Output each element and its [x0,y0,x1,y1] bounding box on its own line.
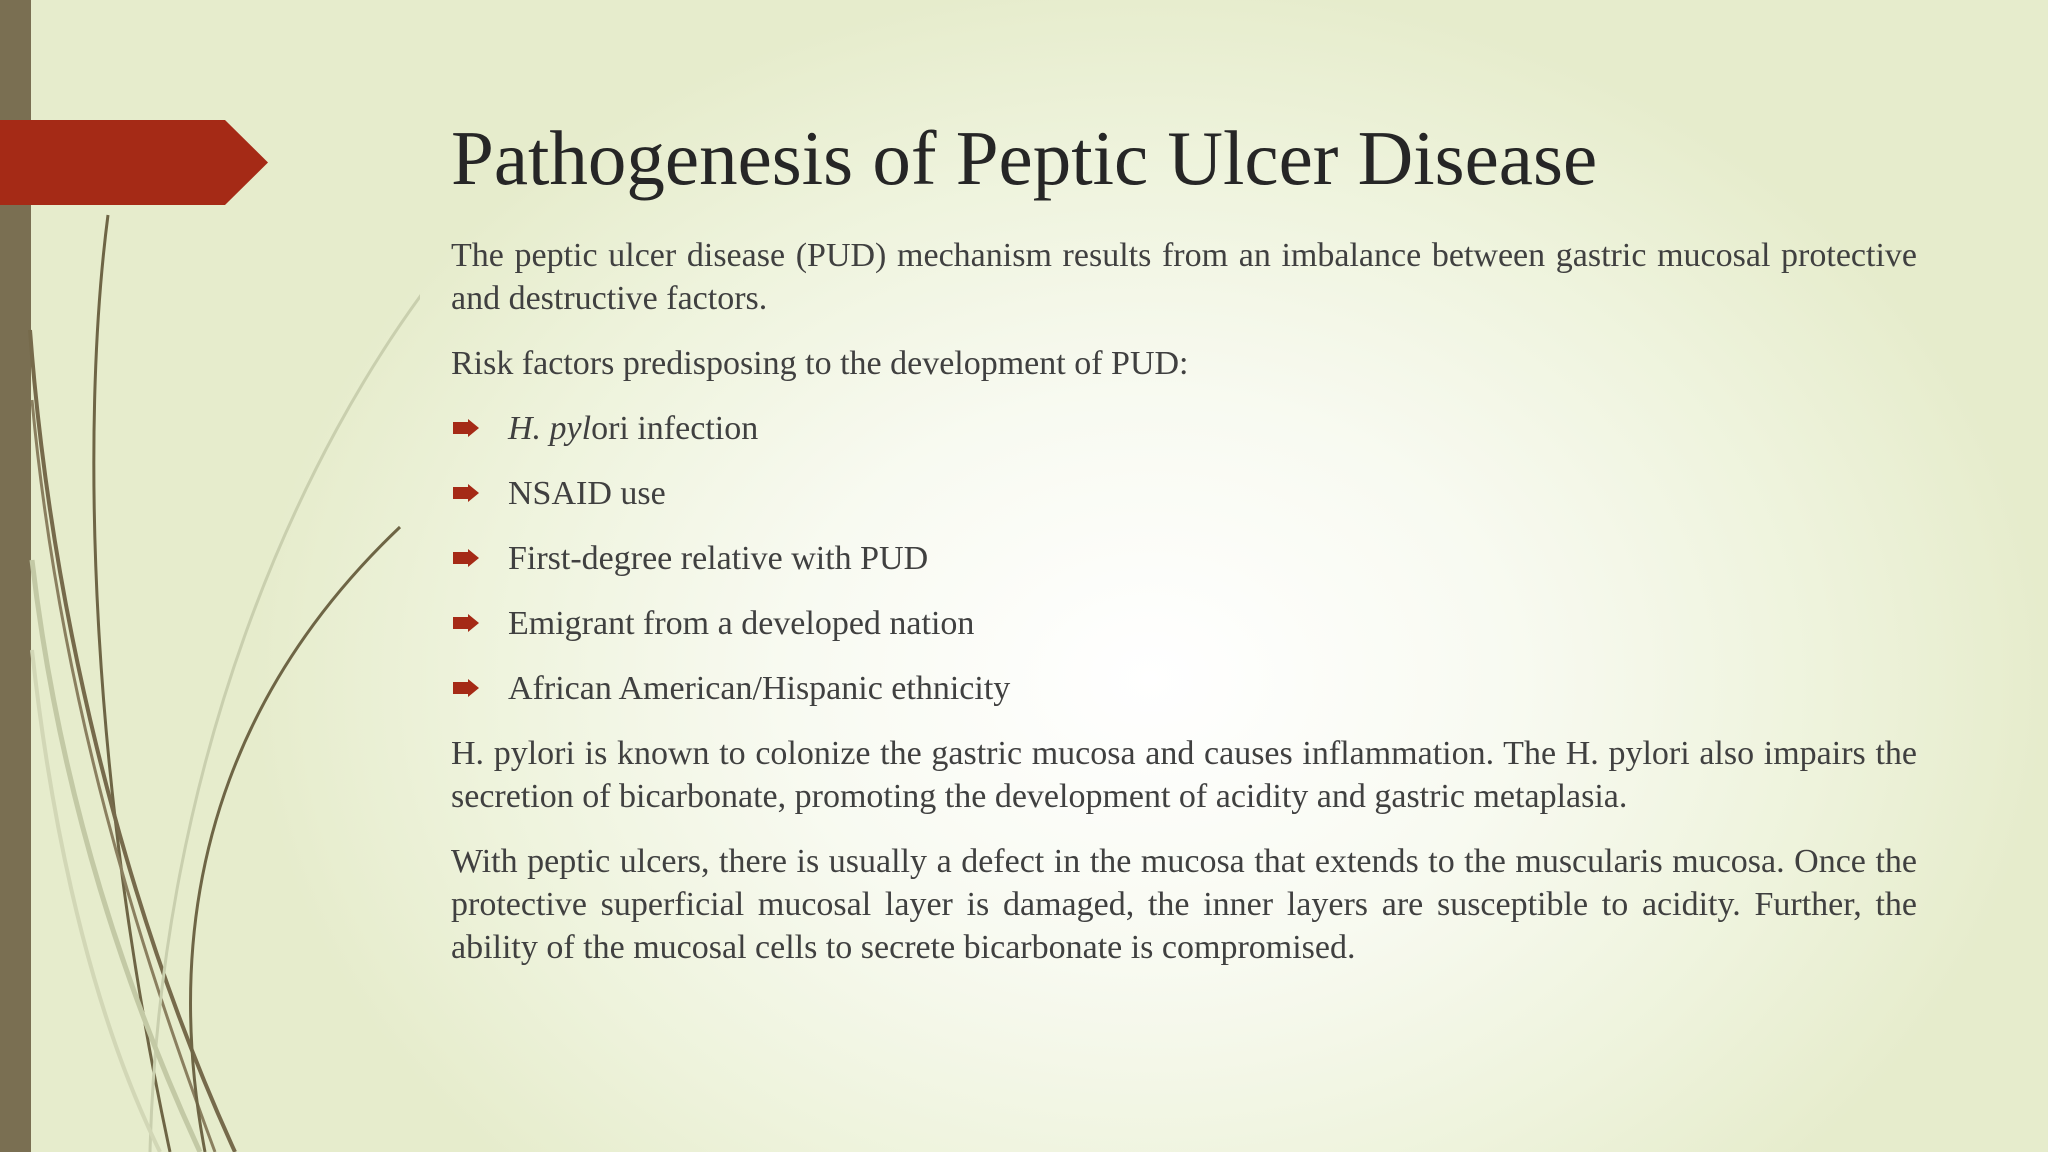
list-item-label: ori infection [591,410,759,447]
list-item [451,472,1917,515]
arrow-bullet-icon [453,419,479,437]
intro-paragraph: The peptic ulcer disease (PUD) mechanism results from an imbalance between gastric mucosal protective and destructive factors. [451,237,1917,317]
risk-factors-heading: Risk factors predisposing to the development of PUD: [451,345,1189,382]
arrow-bullet-icon [453,484,479,502]
slide-body [451,234,1917,991]
list-item-label: First-degree relative with PUD [508,540,929,577]
arrow-bullet-icon [453,679,479,697]
list-item [451,537,1917,580]
arrow-bullet-icon [453,614,479,632]
title-arrow-shape [0,120,268,205]
list-item [451,602,1917,645]
list-item [451,407,1917,450]
mucosa-paragraph: With peptic ulcers, there is usually a defect in the mucosa that extends to the muscularis mucosa. Once the protective superficial mucosal layer is damaged, the inner layers are susceptible to acidity. Further, the ability of the mucosal cells to secrete bicarbonate is compromised. [451,843,1917,966]
risk-factors-list [451,407,1917,710]
list-item-label: African American/Hispanic ethnicity [508,670,1011,707]
hpylori-paragraph: H. pylori is known to colonize the gastric mucosa and causes inflammation. The H. pylori also impairs the secretion of bicarbonate, promoting the development of acidity and gastric metaplasia. [451,735,1917,815]
slide-title: Pathogenesis of Peptic Ulcer Disease [451,115,1598,201]
list-item-label: Emigrant from a developed nation [508,605,975,642]
arrow-bullet-icon [453,549,479,567]
list-item [451,667,1917,710]
list-item-italic: H. pyl [508,410,592,447]
list-item-label: NSAID use [508,475,666,512]
